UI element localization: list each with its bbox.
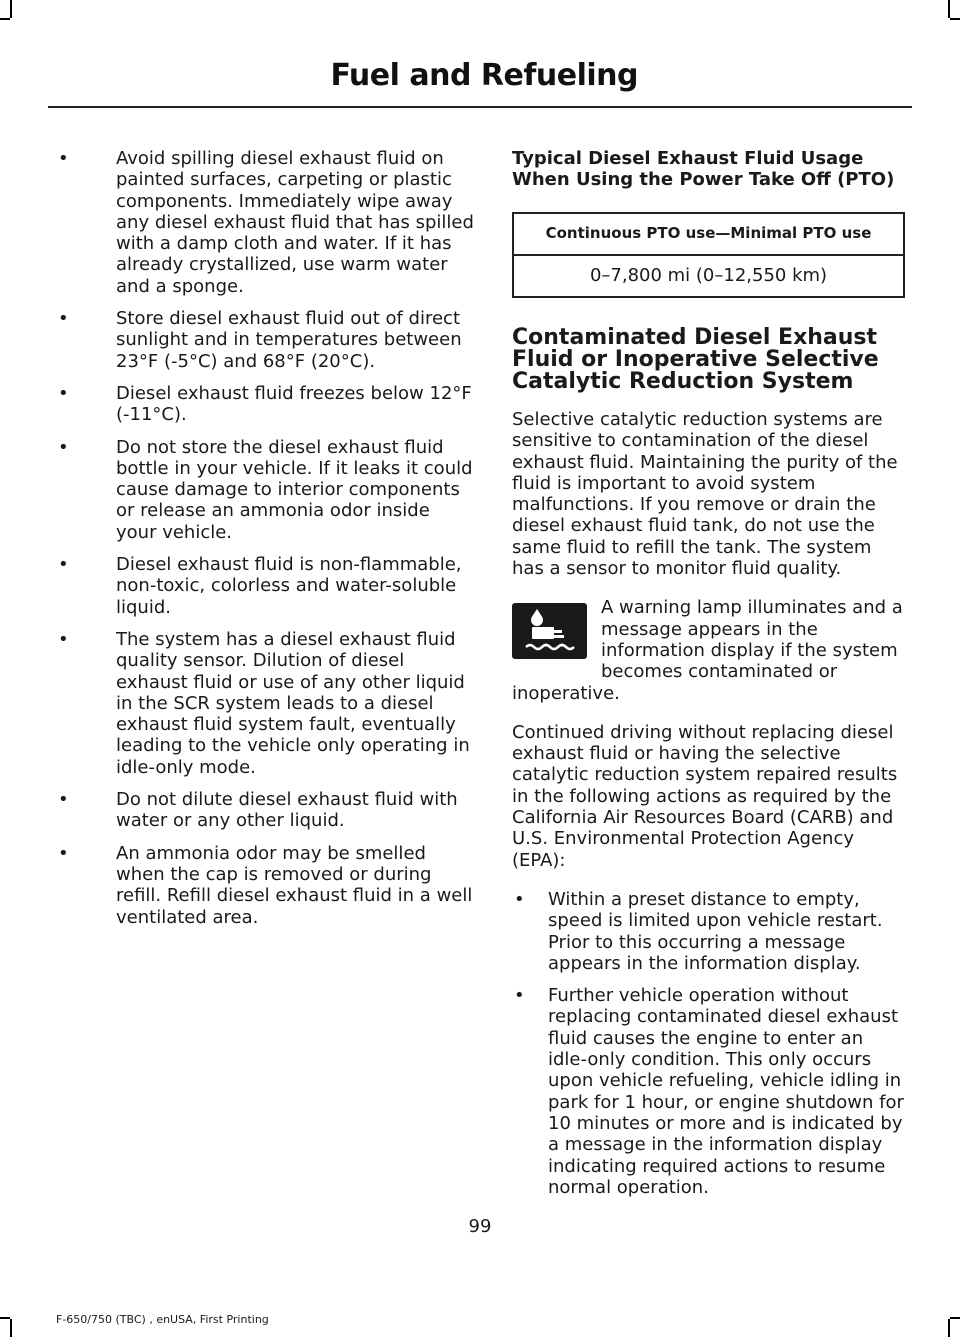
paragraph: A warning lamp illuminates and a message appears in the information display if the system becomes contaminated or inoperative. bbox=[512, 597, 903, 704]
table-header-cell: Continuous PTO use—Minimal PTO use bbox=[513, 213, 904, 255]
printing-note: F-650/750 (TBC) , enUSA, First Printing bbox=[56, 1313, 269, 1326]
storage-bullet-list bbox=[56, 148, 474, 928]
crop-mark bbox=[0, 18, 10, 20]
list-item: • An ammonia odor may be smelled when the cap is removed or during refill. Refill diesel exhaust fluid in a well ventilated area. bbox=[56, 843, 474, 928]
contaminated-heading: Contaminated Diesel Exhaust Fluid or Inoperative Selective Catalytic Reduction System bbox=[512, 325, 879, 394]
diesel-exhaust-fluid-warning-icon bbox=[512, 603, 587, 659]
pto-heading: Typical Diesel Exhaust Fluid Usage When Using the Power Take Off (PTO) bbox=[512, 148, 895, 190]
crop-mark bbox=[10, 0, 12, 18]
list-item: • Store diesel exhaust fluid out of direct sunlight and in temperatures between 23°F (-5°C) and 68°F (20°C). bbox=[56, 308, 474, 372]
paragraph: Continued driving without replacing diesel exhaust fluid or having the selective catalytic reduction system repaired results in the following actions as required by the California Air Resources Board (CARB) and U.S. Environmental Protection Agency (EPA): bbox=[512, 721, 898, 871]
left-column bbox=[56, 148, 474, 939]
header-divider bbox=[48, 106, 912, 108]
list-item: • Avoid spilling diesel exhaust fluid on painted surfaces, carpeting or plastic components. Immediately wipe away any diesel exhaust fluid that has spilled with a damp cloth and water. If it has already crystallized, use warm water and a sponge. bbox=[56, 148, 474, 297]
right-column bbox=[512, 148, 908, 1209]
list-item: • Diesel exhaust fluid freezes below 12°F (-11°C). bbox=[56, 383, 474, 426]
table-cell: 0–7,800 mi (0–12,550 km) bbox=[513, 255, 904, 297]
crop-mark bbox=[950, 1317, 960, 1319]
pto-usage-table bbox=[512, 212, 905, 298]
page-number: 99 bbox=[468, 1216, 492, 1237]
list-item: • Further vehicle operation without replacing contaminated diesel exhaust fluid causes the engine to enter an idle-only condition. This only occurs upon vehicle refueling, vehicle idling in park for 1 hour, or engine shutdown for 10 minutes or more and is indicated by a message in the information display indicating required actions to resume normal operation. bbox=[512, 985, 908, 1198]
crop-mark bbox=[950, 18, 960, 20]
crop-mark bbox=[948, 1319, 950, 1337]
warning-lamp-block bbox=[512, 597, 908, 703]
list-item: • Do not dilute diesel exhaust fluid with water or any other liquid. bbox=[56, 789, 474, 832]
list-item: • The system has a diesel exhaust fluid quality sensor. Dilution of diesel exhaust fluid or use of any other liquid in the SCR system leads to a diesel exhaust fluid system fault, eventually leading to the vehicle only operating in idle-only mode. bbox=[56, 629, 474, 778]
crop-mark bbox=[0, 1317, 10, 1319]
list-item: • Within a preset distance to empty, speed is limited upon vehicle restart. Prior to this occurring a message appears in the information display. bbox=[512, 889, 908, 974]
list-item: • Do not store the diesel exhaust fluid bottle in your vehicle. If it leaks it could cause damage to interior components or release an ammonia odor inside your vehicle. bbox=[56, 437, 474, 543]
consequences-bullet-list bbox=[512, 889, 908, 1198]
paragraph: Selective catalytic reduction systems are sensitive to contamination of the diesel exhaust fluid. Maintaining the purity of the fluid is important to avoid system malfunctions. If you remove or drain the diesel exhaust fluid tank, do not use the same fluid to refill the tank. The system has a sensor to monitor fluid quality. bbox=[512, 409, 898, 580]
crop-mark bbox=[948, 0, 950, 18]
crop-mark bbox=[10, 1319, 12, 1337]
page-title: Fuel and Refueling bbox=[330, 58, 638, 93]
list-item: • Diesel exhaust fluid is non-flammable, non-toxic, colorless and water-soluble liquid. bbox=[56, 554, 474, 618]
